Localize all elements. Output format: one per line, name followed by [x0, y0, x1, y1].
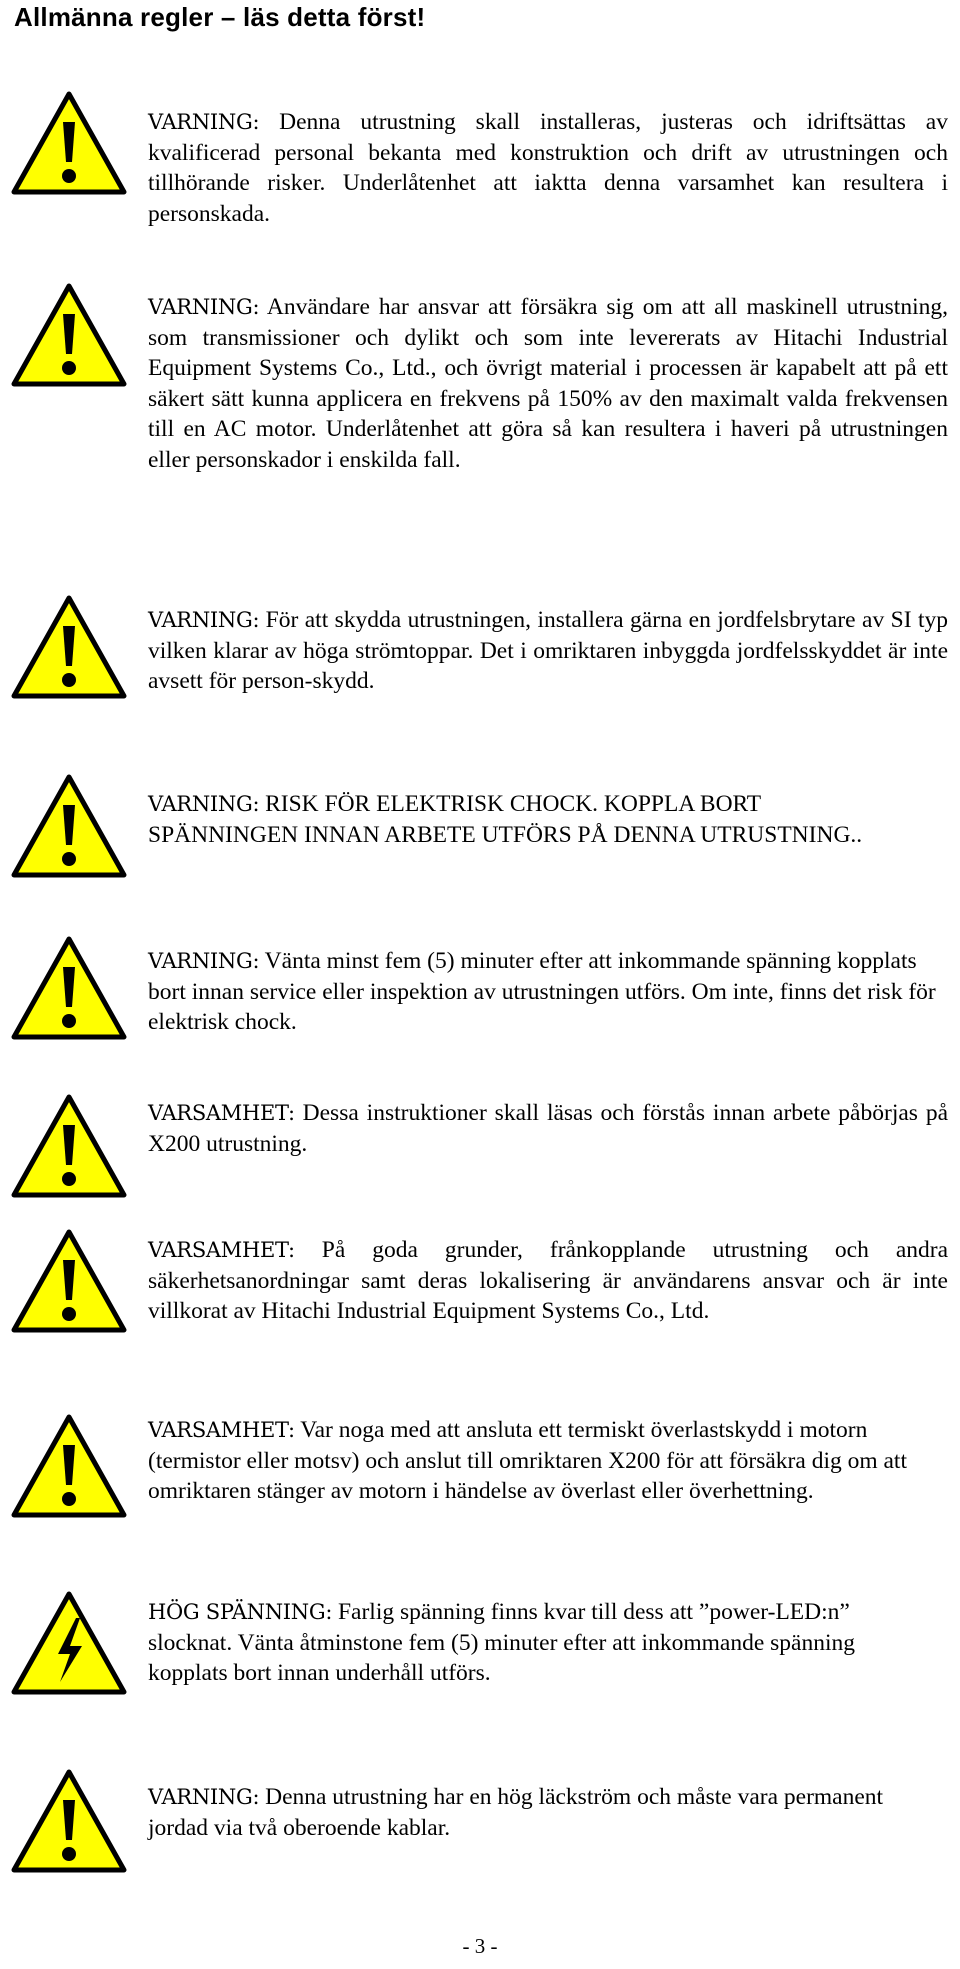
caution-label: VARSAMHET: [148, 1418, 295, 1442]
warning-exclamation-icon [10, 90, 128, 196]
warning-exclamation-icon [10, 1093, 128, 1199]
warning-label: VARNING: [148, 608, 260, 632]
warning-text [148, 292, 948, 475]
warning-label: VARNING: [148, 949, 260, 973]
warning-exclamation-icon [10, 1413, 128, 1519]
page-number: - 3 - [462, 1934, 498, 1958]
caution-text [148, 1415, 938, 1507]
warning-text [148, 946, 938, 1038]
warning-body: RISK FÖR ELEKTRISK CHOCK. KOPPLA BORT SPÄNNINGEN INNAN ARBETE UTFÖRS PÅ DENNA UTRUSTNING.. [148, 791, 863, 848]
warning-body: Denna utrustning har en hög läckström och måste vara permanent jordad via två oberoende kablar. [148, 1784, 884, 1841]
caution-label: VARSAMHET: [148, 1101, 295, 1125]
warning-exclamation-icon [10, 773, 128, 879]
caution-text [148, 1235, 948, 1327]
warning-body: För att skydda utrustningen, installera gärna en jordfelsbrytare av SI typ vilken klarar av höga strömtoppar. Det i omriktaren inbyggda jordfelsskyddet är inte avsett för person-skydd. [148, 607, 949, 694]
warning-exclamation-icon [10, 282, 128, 388]
warning-body: Vänta minst fem (5) minuter efter att inkommande spänning kopplats bort innan service eller inspektion av utrustningen utförs. Om inte, finns det risk för elektrisk chock. [148, 948, 936, 1035]
warning-text [148, 605, 948, 697]
caution-text [148, 1098, 948, 1159]
high-voltage-body: Farlig spänning finns kvar till dess att ”power-LED:n” slocknat. Vänta åtminstone fem (5) minuter efter att inkommande spänning kopplats bort innan underhåll utförs. [148, 1599, 855, 1686]
warning-text [148, 107, 948, 229]
high-voltage-text [148, 1597, 938, 1689]
caution-body: På goda grunder, frånkopplande utrustning och andra säkerhetsanordningar samt deras lokalisering är användarens ansvar och är inte villkorat av Hitachi Industrial Equipment Systems Co., Ltd. [148, 1237, 949, 1324]
warning-label: VARNING: [148, 1785, 260, 1809]
warning-label: VARNING: [148, 110, 260, 134]
warning-text [148, 789, 868, 850]
caution-body: Dessa instruktioner skall läsas och förstås innan arbete påbörjas på X200 utrustning. [148, 1100, 949, 1157]
warning-exclamation-icon [10, 594, 128, 700]
warning-label: VARNING: [148, 295, 260, 319]
warning-body: Denna utrustning skall installeras, justeras och idriftsättas av kvalificerad personal bekanta med konstruktion och drift av utrustningen och tillhörande risker. Underlåtenhet att iaktta denna varsamhet kan resultera i personskada. [148, 109, 948, 227]
high-voltage-icon [10, 1590, 128, 1696]
warning-label: VARNING: [148, 792, 260, 816]
page-title: Allmänna regler – läs detta först! [14, 2, 426, 32]
caution-body: Var noga med att ansluta ett termiskt överlastskydd i motorn (termistor eller motsv) och anslut till omriktaren X200 för att försäkra dig om att omriktaren stänger av motorn i händelse av överlast eller överhettning. [148, 1417, 907, 1504]
warning-exclamation-icon [10, 1228, 128, 1334]
warning-exclamation-icon [10, 1768, 128, 1874]
warning-exclamation-icon [10, 935, 128, 1041]
caution-label: VARSAMHET: [148, 1238, 295, 1262]
high-voltage-label: HÖG SPÄNNING: [148, 1600, 333, 1624]
warning-text [148, 1782, 908, 1843]
warning-body: Användare har ansvar att försäkra sig om att all maskinell utrustning, som transmissioner och dylikt och som inte levererats av Hitachi Industrial Equipment Systems Co., Ltd., och övrigt material i processen är kapabelt att på ett säkert sätt kunna applicera en frekvens på 150% av den maximalt valda frekvensen till en AC motor. Underlåtenhet att göra så kan resultera i haveri på utrustningen eller personskador i enskilda fall. [148, 294, 948, 473]
